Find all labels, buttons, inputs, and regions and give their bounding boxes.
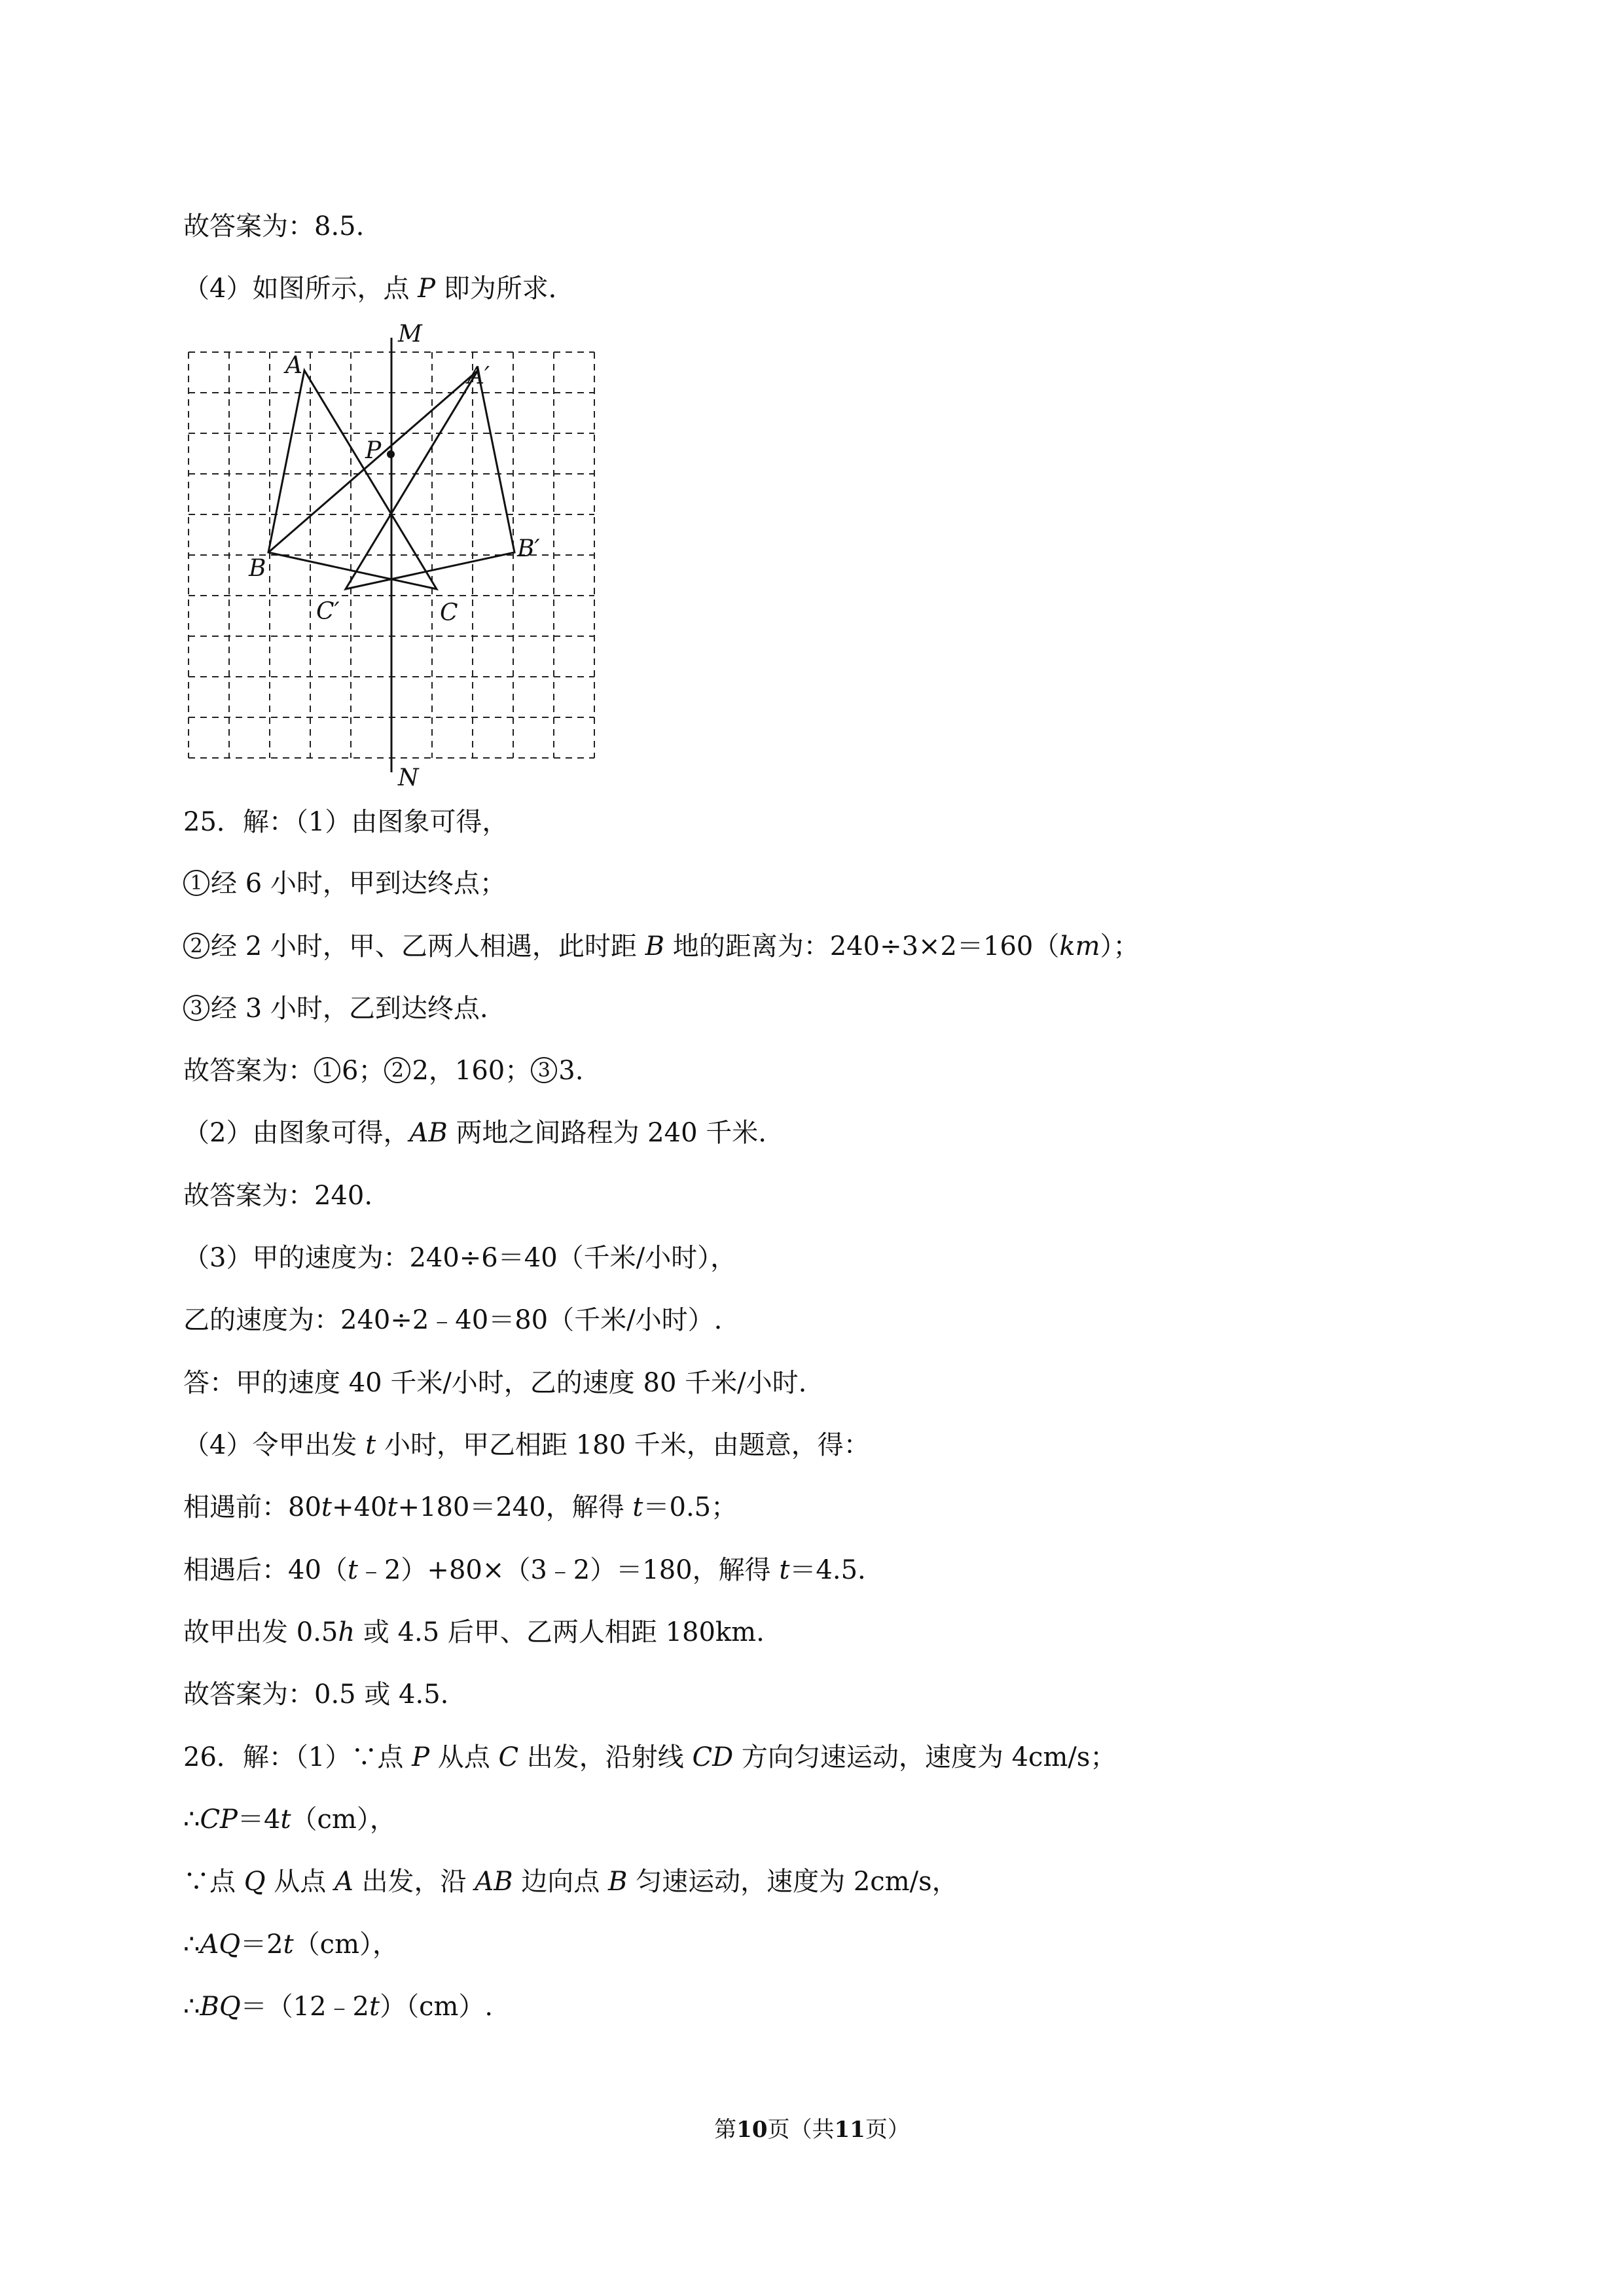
label-B: B [249, 555, 266, 582]
q25-header: 25．解：（1）由图象可得， [183, 807, 509, 837]
label-C: C [440, 600, 458, 626]
q25-part-3b: 乙的速度为：240÷2﹣40＝80（千米/小时）. [183, 1305, 723, 1335]
q26-line-5: ∴BQ＝（12﹣2t）（cm）. [183, 1992, 494, 2022]
q25-part-4: （4）令甲出发 t 小时，甲乙相距 180 千米，由题意，得： [183, 1430, 870, 1460]
q25-before-meet: 相遇前：80t+40t+180＝240，解得 t＝0.5； [183, 1492, 738, 1522]
q25-answer-2: 故答案为：240. [183, 1181, 373, 1211]
q25-after-meet: 相遇后：40（t﹣2）+80×（3﹣2）＝180，解得 t＝4.5. [183, 1555, 866, 1585]
label-A-prime: A′ [467, 363, 490, 389]
q26-line-1: 26．解：（1）∵点 P 从点 C 出发，沿射线 CD 方向匀速运动，速度为 4cm/s； [183, 1742, 1117, 1772]
label-C-prime: C′ [316, 598, 340, 625]
q25-part-3a: （3）甲的速度为：240÷6＝40（千米/小时）， [183, 1243, 737, 1273]
label-P: P [365, 437, 382, 464]
page-footer: 第10页（共11页） [714, 2117, 910, 2143]
answer-line-8-5: 故答案为：8.5. [183, 211, 365, 242]
grid-figure [169, 319, 614, 791]
part4-intro: （4）如图所示，点 P 即为所求． [183, 274, 575, 304]
label-B-prime: B′ [517, 535, 540, 562]
q25-part-2: （2）由图象可得，AB 两地之间路程为 240 千米. [183, 1118, 767, 1148]
label-N: N [398, 764, 419, 791]
circled-1: 1 [183, 870, 209, 896]
q26-line-4: ∴AQ＝2t（cm）， [183, 1929, 399, 1960]
q25-part-3c: 答：甲的速度 40 千米/小时，乙的速度 80 千米/小时. [183, 1368, 807, 1398]
circled-3: 3 [183, 995, 209, 1021]
q25-item-2: 2 经 2 小时，甲、乙两人相遇，此时距 B 地的距离为：240÷3×2＝160（km）； [183, 928, 1140, 965]
q25-conclusion: 故甲出发 0.5h 或 4.5 后甲、乙两人相距 180km. [183, 1617, 765, 1647]
q25-item-3: 3 经 3 小时，乙到达终点. [183, 990, 488, 1027]
q26-line-2: ∴CP＝4t（cm）， [183, 1804, 396, 1835]
q25-item-1: 1 经 6 小时，甲到达终点； [183, 865, 506, 902]
q25-answer-1: 故答案为： 1 6； 2 2，160； 3 3. [183, 1056, 584, 1086]
q26-line-3: ∵点 Q 从点 A 出发，沿 AB 边向点 B 匀速运动，速度为 2cm/s， [183, 1867, 958, 1897]
point-P [387, 450, 395, 458]
q25-answer-4: 故答案为：0.5 或 4.5. [183, 1679, 449, 1710]
circled-2: 2 [183, 933, 209, 959]
label-A: A [285, 352, 302, 379]
label-M: M [398, 321, 422, 348]
